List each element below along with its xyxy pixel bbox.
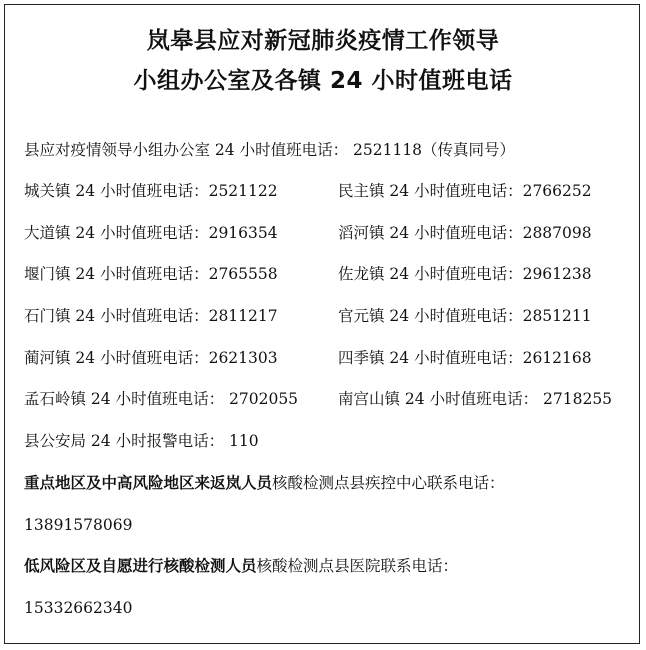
office-hotline: 县应对疫情领导小组办公室 24 小时值班电话： 2521118（传真同号）	[24, 141, 516, 159]
town-hotline: 堰门镇 24 小时值班电话：2765558	[24, 265, 278, 283]
town-hotline: 南宫山镇 24 小时值班电话： 2718255	[338, 390, 613, 408]
town-hotline: 官元镇 24 小时值班电话：2851211	[338, 307, 592, 325]
low-risk-testing-line	[24, 556, 458, 576]
high-risk-group-label: 重点地区及中高风险地区来返岚人员	[24, 474, 273, 492]
town-hotline: 佐龙镇 24 小时值班电话：2961238	[338, 265, 592, 283]
town-hotline: 滔河镇 24 小时值班电话：2887098	[338, 224, 592, 242]
high-risk-contact-label: 核酸检测点县疾控中心联系电话：	[272, 474, 505, 492]
town-hotline: 蔺河镇 24 小时值班电话：2621303	[24, 349, 278, 367]
town-hotline: 民主镇 24 小时值班电话：2766252	[338, 182, 592, 200]
town-row	[24, 264, 624, 284]
town-hotline: 孟石岭镇 24 小时值班电话： 2702055	[24, 390, 299, 408]
title-line-1: 岚皋县应对新冠肺炎疫情工作领导	[146, 28, 500, 54]
low-risk-contact-label: 核酸检测点县医院联系电话：	[256, 557, 459, 575]
town-row	[24, 389, 624, 409]
town-hotline: 城关镇 24 小时值班电话：2521122	[24, 182, 278, 200]
town-row	[24, 223, 624, 243]
low-risk-group-label: 低风险区及自愿进行核酸检测人员	[24, 557, 257, 575]
high-risk-testing-line	[24, 473, 505, 493]
town-hotline: 大道镇 24 小时值班电话：2916354	[24, 224, 278, 242]
town-hotline: 石门镇 24 小时值班电话：2811217	[24, 307, 278, 325]
town-row	[24, 181, 624, 201]
town-hotline: 四季镇 24 小时值班电话：2612168	[338, 349, 592, 367]
town-row	[24, 348, 624, 368]
town-row	[24, 306, 624, 326]
high-risk-phone: 13891578069	[24, 516, 133, 534]
title-line-2: 小组办公室及各镇 24 小时值班电话	[133, 68, 513, 94]
low-risk-phone: 15332662340	[24, 599, 133, 617]
police-hotline: 县公安局 24 小时报警电话： 110	[24, 432, 259, 450]
